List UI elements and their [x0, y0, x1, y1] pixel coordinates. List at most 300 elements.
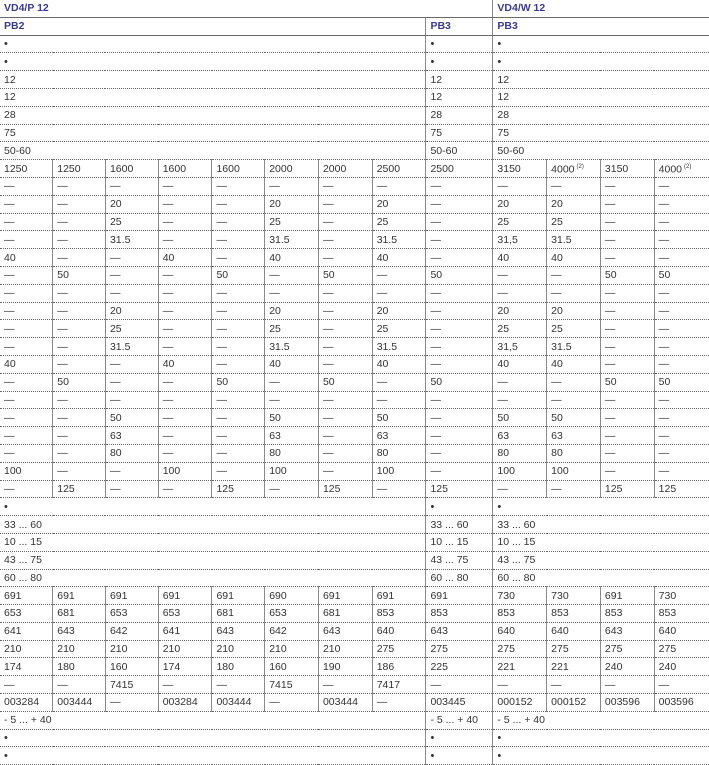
table-cell [426, 249, 493, 267]
table-cell [600, 391, 654, 409]
table-cell [372, 605, 426, 623]
table-row [0, 658, 709, 676]
table-cell [105, 195, 158, 213]
cell-value: — [430, 233, 441, 246]
table-cell [547, 249, 601, 267]
cell-value: 275 [658, 643, 677, 656]
table-cell [105, 284, 158, 302]
cell-value: — [269, 376, 280, 389]
table-cell [212, 640, 265, 658]
table-cell [493, 427, 547, 445]
table-cell [105, 676, 158, 694]
table-cell [600, 427, 654, 445]
table-cell [654, 249, 709, 267]
cell-value: — [658, 411, 670, 424]
cell-value: 25 [109, 215, 122, 228]
table-cell [265, 391, 319, 409]
cell-value: 31.5 [551, 233, 572, 246]
cell-value: — [162, 304, 174, 317]
cell-value: 3150 [497, 162, 521, 175]
cell-value: 50 [322, 269, 335, 282]
table-cell [547, 373, 601, 391]
cell-value: 40 [497, 358, 510, 371]
cell-value: 60 ... 80 [497, 571, 536, 584]
cell-value: 643 [57, 625, 75, 638]
table-cell [212, 338, 265, 356]
cell-value: 275 [376, 643, 395, 656]
cell-value: — [604, 322, 616, 335]
cell-value: 100 [551, 465, 569, 478]
cell-value: — [658, 233, 670, 246]
table-cell [105, 444, 158, 462]
cell-value: — [658, 304, 670, 317]
table-cell [265, 195, 319, 213]
cell-value: — [430, 215, 441, 228]
cell-value: — [376, 376, 388, 389]
table-cell [0, 213, 53, 231]
cell-value: 210 [57, 643, 75, 656]
table-cell [493, 462, 547, 480]
table-cell [158, 587, 212, 605]
cell-value: 853 [604, 607, 623, 620]
table-cell [105, 249, 158, 267]
cell-value: 10 ... 15 [497, 536, 536, 549]
table-cell [547, 320, 601, 338]
table-row [0, 427, 709, 445]
cell-value: — [216, 678, 227, 691]
cell-value: 75 [4, 126, 16, 139]
table-cell [654, 409, 709, 427]
cell-value: — [109, 482, 121, 495]
cell-value: 642 [109, 625, 128, 638]
table-row [0, 711, 709, 729]
cell-value: — [4, 482, 15, 495]
table-cell [265, 605, 319, 623]
table-cell [0, 676, 53, 694]
table-cell [318, 302, 372, 320]
cell-value: 40 [162, 358, 175, 371]
table-cell [212, 160, 265, 178]
table-cell [158, 622, 212, 640]
table-cell [0, 391, 53, 409]
cell-value: 50 [430, 269, 443, 282]
table-cell [105, 480, 158, 498]
table-cell [0, 444, 53, 462]
cell-value: 40 [4, 358, 16, 371]
cell-value: 275 [430, 643, 448, 656]
table-cell [654, 640, 709, 658]
table-cell [493, 391, 547, 409]
table-cell [0, 302, 53, 320]
table-cell [493, 569, 709, 587]
cell-value: • [430, 55, 435, 68]
cell-value: • [497, 37, 502, 50]
table-cell [158, 320, 212, 338]
cell-value: — [4, 429, 15, 442]
model-vd4w-heading: VD4/W 12 [493, 0, 709, 17]
cell-value: — [269, 393, 280, 406]
table-row [0, 694, 709, 712]
table-cell [600, 444, 654, 462]
table-cell [600, 338, 654, 356]
table-row [0, 498, 709, 516]
table-row [0, 355, 709, 373]
cell-value: — [162, 233, 174, 246]
cell-value: 240 [658, 660, 677, 673]
table-cell [547, 284, 601, 302]
table-cell [158, 302, 212, 320]
cell-value: — [4, 287, 15, 300]
table-cell [654, 355, 709, 373]
cell-value: — [658, 465, 670, 478]
table-cell [426, 711, 493, 729]
cell-value: 50 [216, 269, 229, 282]
cell-value: 003444 [322, 696, 358, 709]
cell-value: — [4, 233, 15, 246]
cell-value: — [216, 180, 227, 193]
table-cell [654, 427, 709, 445]
table-cell [105, 320, 158, 338]
cell-value: 125 [430, 482, 448, 495]
cell-value: 31.5 [109, 340, 131, 353]
cell-value: — [4, 393, 15, 406]
cell-value: 25 [376, 215, 389, 228]
cell-value: — [658, 358, 670, 371]
table-cell [493, 498, 709, 516]
table-cell [265, 266, 319, 284]
table-cell [158, 694, 212, 712]
table-cell [547, 694, 601, 712]
table-cell [493, 302, 547, 320]
table-cell [105, 622, 158, 640]
cell-value: 60 ... 80 [4, 571, 42, 584]
cell-value: — [658, 198, 670, 211]
cell-value: 63 [497, 429, 510, 442]
cell-value: 50 [497, 411, 510, 424]
table-cell [265, 444, 319, 462]
cell-value: — [551, 180, 562, 193]
table-cell [53, 284, 106, 302]
cell-value: 1600 [162, 162, 187, 175]
table-cell [372, 640, 426, 658]
table-row [0, 516, 709, 534]
cell-value: — [658, 340, 670, 353]
table-cell [600, 462, 654, 480]
cell-value: 691 [322, 589, 341, 602]
table-cell [654, 338, 709, 356]
table-cell [318, 231, 372, 249]
table-cell [53, 427, 106, 445]
cell-value: • [497, 749, 502, 762]
table-row [0, 88, 709, 106]
table-cell [158, 409, 212, 427]
cell-value: 12 [4, 91, 16, 104]
table-cell [105, 605, 158, 623]
cell-value: 003284 [162, 696, 198, 709]
cell-value: 640 [551, 625, 569, 638]
cell-value: — [322, 429, 334, 442]
table-cell [600, 231, 654, 249]
table-cell [212, 462, 265, 480]
header-row-poles [0, 17, 709, 35]
cell-value: 125 [604, 482, 623, 495]
table-cell [426, 142, 493, 160]
table-cell [212, 409, 265, 427]
table-cell [547, 444, 601, 462]
cell-value: — [430, 340, 441, 353]
table-cell [212, 694, 265, 712]
cell-value: — [322, 447, 334, 460]
table-cell [600, 409, 654, 427]
cell-value: • [4, 500, 8, 513]
table-cell [318, 480, 372, 498]
cell-value: — [322, 251, 334, 264]
table-cell [105, 373, 158, 391]
table-row [0, 747, 709, 765]
table-cell [265, 658, 319, 676]
cell-value: — [376, 287, 388, 300]
table-cell [654, 284, 709, 302]
table-cell [426, 284, 493, 302]
table-cell [426, 427, 493, 445]
cell-value: 1250 [57, 162, 81, 175]
cell-value: — [4, 678, 15, 691]
cell-value: 190 [322, 660, 341, 673]
table-cell [493, 35, 709, 53]
table-row [0, 302, 709, 320]
cell-value: 4000 [551, 163, 575, 176]
cell-value: — [216, 304, 227, 317]
table-cell [0, 124, 426, 142]
cell-value: 853 [658, 607, 677, 620]
table-cell [212, 231, 265, 249]
cell-value: 2000 [322, 162, 347, 175]
cell-value: — [322, 233, 334, 246]
cell-value: — [4, 304, 15, 317]
table-cell [53, 640, 106, 658]
cell-value: 31.5 [109, 233, 131, 246]
cell-value: 50 [658, 269, 671, 282]
cell-value: 25 [269, 215, 281, 228]
table-cell [426, 498, 493, 516]
table-cell [493, 444, 547, 462]
cell-value: 31,5 [497, 340, 518, 353]
table-cell [547, 355, 601, 373]
cell-value: 40 [269, 358, 281, 371]
table-cell [426, 88, 493, 106]
cell-value: — [604, 678, 616, 691]
cell-value: 25 [551, 322, 563, 335]
cell-value: — [551, 482, 562, 495]
cell-value: — [57, 358, 68, 371]
table-cell [654, 462, 709, 480]
table-cell [493, 53, 709, 71]
cell-value: 33 ... 60 [497, 518, 536, 531]
table-cell [493, 694, 547, 712]
table-cell [372, 355, 426, 373]
cell-value: 100 [4, 465, 22, 478]
cell-value: 10 ... 15 [4, 536, 42, 549]
table-row [0, 177, 709, 195]
table-cell [158, 676, 212, 694]
table-cell [654, 266, 709, 284]
table-cell [493, 355, 547, 373]
table-cell [318, 622, 372, 640]
table-cell [654, 320, 709, 338]
table-cell [372, 409, 426, 427]
table-cell [493, 71, 709, 89]
cell-value: 640 [658, 625, 677, 638]
cell-value: — [57, 411, 68, 424]
table-cell [265, 676, 319, 694]
cell-value: 25 [109, 322, 122, 335]
table-cell [493, 373, 547, 391]
table-cell [493, 711, 709, 729]
cell-value: — [376, 482, 388, 495]
cell-value: 210 [269, 643, 287, 656]
cell-value: — [658, 322, 670, 335]
table-cell [318, 409, 372, 427]
cell-value: 691 [216, 589, 234, 602]
cell-value: 12 [430, 73, 443, 86]
table-cell [547, 676, 601, 694]
cell-value: 003596 [604, 696, 640, 709]
cell-value: — [658, 678, 670, 691]
table-cell [426, 71, 493, 89]
cell-value: — [57, 215, 68, 228]
table-cell [600, 480, 654, 498]
cell-value: — [322, 198, 334, 211]
cell-value: 641 [162, 625, 181, 638]
table-cell [158, 231, 212, 249]
cell-value: 31.5 [269, 340, 290, 353]
cell-value: 50 [216, 376, 229, 389]
cell-value: 50 [57, 376, 69, 389]
table-row [0, 266, 709, 284]
table-cell [158, 605, 212, 623]
cell-value: 160 [109, 660, 128, 673]
table-cell [372, 320, 426, 338]
header-row-models [0, 0, 709, 17]
cell-value: 10 ... 15 [430, 536, 469, 549]
table-cell [53, 694, 106, 712]
table-row [0, 480, 709, 498]
table-cell [265, 587, 319, 605]
cell-value: — [604, 215, 616, 228]
table-cell [0, 71, 426, 89]
cell-value: 25 [497, 322, 510, 335]
table-cell [53, 249, 106, 267]
cell-value: — [162, 376, 174, 389]
cell-value: • [497, 55, 502, 68]
table-cell [0, 462, 53, 480]
table-cell [426, 747, 493, 765]
cell-value: — [162, 180, 174, 193]
cell-value: — [658, 287, 670, 300]
cell-value: — [604, 233, 616, 246]
cell-value: 25 [497, 215, 510, 228]
table-cell [426, 231, 493, 249]
table-cell [265, 640, 319, 658]
table-cell [158, 640, 212, 658]
table-row [0, 605, 709, 623]
table-cell [493, 516, 709, 534]
cell-value: — [658, 447, 670, 460]
cell-value: 100 [376, 465, 395, 478]
table-cell [265, 409, 319, 427]
table-cell [105, 640, 158, 658]
cell-value: 20 [109, 304, 122, 317]
table-cell [105, 427, 158, 445]
cell-value: 43 ... 75 [430, 554, 469, 567]
table-cell [654, 480, 709, 498]
table-cell [493, 142, 709, 160]
table-cell [426, 338, 493, 356]
cell-value: 691 [162, 589, 181, 602]
cell-value: • [430, 37, 435, 50]
cell-value: 643 [430, 625, 448, 638]
table-cell [158, 266, 212, 284]
table-cell [426, 355, 493, 373]
table-cell [318, 694, 372, 712]
cell-value: — [322, 358, 334, 371]
cell-value: — [322, 304, 334, 317]
cell-value: — [162, 287, 174, 300]
table-cell [493, 160, 547, 178]
table-cell [426, 676, 493, 694]
model-vd4p-heading: VD4/P 12 [0, 0, 426, 17]
table-cell [493, 284, 547, 302]
table-cell [426, 516, 493, 534]
cell-value: 2500 [430, 162, 454, 175]
cell-value: 003284 [4, 696, 40, 709]
cell-value: 691 [604, 589, 623, 602]
cell-value: — [57, 678, 68, 691]
cell-value: - 5 ... + 40 [497, 714, 545, 727]
cell-value: 643 [322, 625, 341, 638]
table-cell [265, 427, 319, 445]
table-cell [265, 694, 319, 712]
table-cell [426, 266, 493, 284]
table-cell [0, 355, 53, 373]
cell-value: — [4, 447, 15, 460]
cell-value: 643 [216, 625, 234, 638]
cell-value: 691 [4, 589, 22, 602]
table-cell [426, 35, 493, 53]
cell-value: — [109, 287, 121, 300]
cell-value: — [551, 376, 562, 389]
table-cell [426, 124, 493, 142]
cell-value: — [658, 251, 670, 264]
cell-value: 640 [497, 625, 515, 638]
cell-value: — [216, 215, 227, 228]
cell-value: — [4, 180, 15, 193]
table-cell [265, 320, 319, 338]
table-cell [0, 320, 53, 338]
table-cell [0, 569, 426, 587]
cell-value: 20 [497, 304, 510, 317]
cell-value: — [57, 429, 68, 442]
table-cell [654, 195, 709, 213]
table-cell [372, 160, 426, 178]
table-cell [600, 302, 654, 320]
table-row [0, 71, 709, 89]
cell-value: — [322, 180, 334, 193]
cell-value: 160 [269, 660, 287, 673]
table-cell [372, 444, 426, 462]
cell-value: — [604, 447, 616, 460]
table-cell [654, 231, 709, 249]
